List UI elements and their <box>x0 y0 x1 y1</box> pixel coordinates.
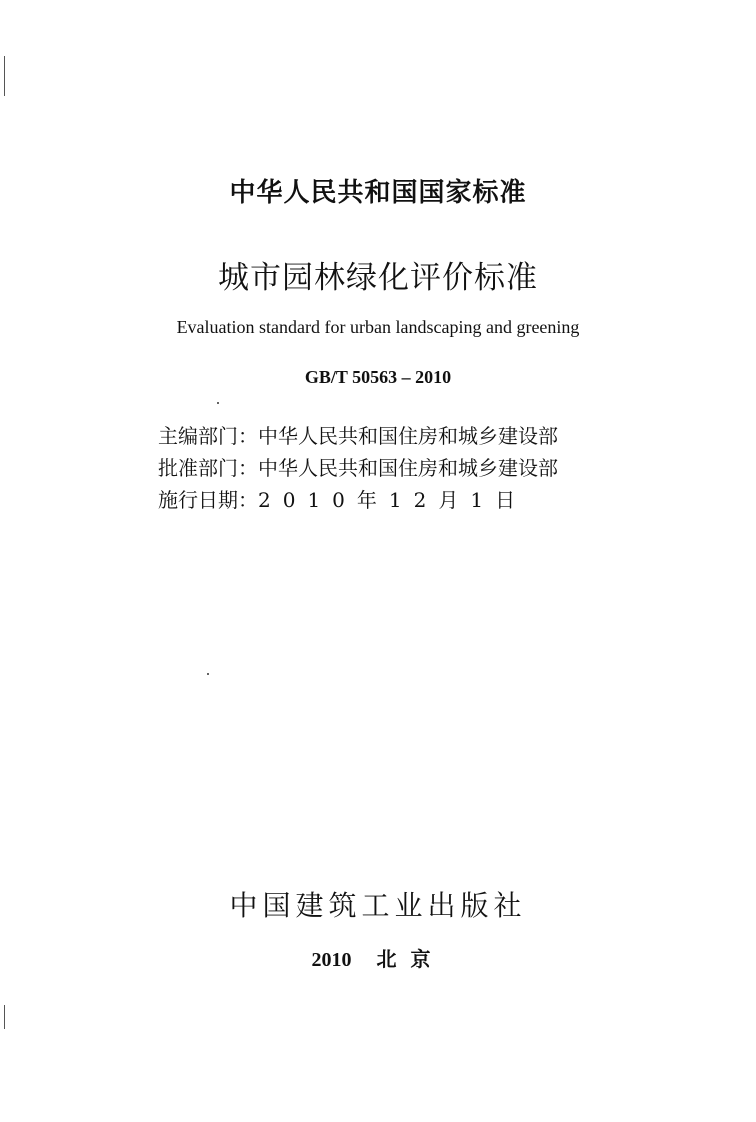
publication-year: 2010 <box>311 949 352 971</box>
info-editor-row <box>158 420 618 449</box>
editor-value: 中华人民共和国住房和城乡建设部 <box>258 424 558 448</box>
standard-code: GB/T 50563 – 2010 <box>304 367 452 387</box>
publication-city: 北京 <box>376 949 445 971</box>
edge-mark-top <box>4 56 5 96</box>
date-value: 2010年12月1日 <box>258 488 528 512</box>
publication-place <box>0 943 756 972</box>
main-title: 城市园林绿化评价标准 <box>218 260 538 296</box>
speck <box>217 402 219 404</box>
approver-value: 中华人民共和国住房和城乡建设部 <box>258 456 558 480</box>
speck <box>207 673 209 675</box>
info-date-row <box>158 484 618 513</box>
info-approver-row <box>158 452 618 481</box>
date-label: 施行日期： <box>158 488 258 512</box>
english-title: Evaluation standard for urban landscaping and greening <box>176 317 580 337</box>
series-title: 中华人民共和国国家标准 <box>229 178 527 208</box>
publisher: 中国建筑工业出版社 <box>229 889 527 922</box>
editor-label: 主编部门： <box>158 424 258 448</box>
approver-label: 批准部门： <box>158 456 258 480</box>
edge-mark-bottom <box>4 1005 5 1029</box>
